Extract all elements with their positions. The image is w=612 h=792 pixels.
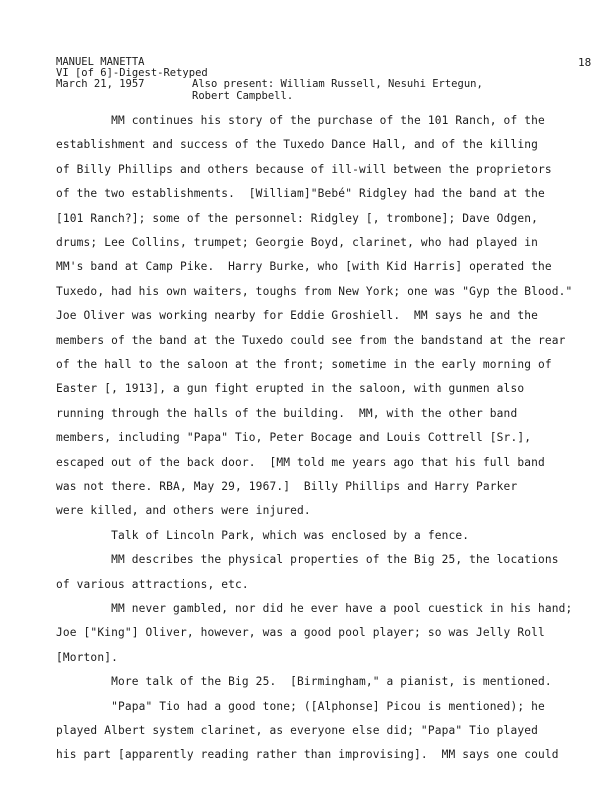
text-line: MM continues his story of the purchase of the 101 Ranch, of the (56, 114, 545, 127)
text-line: members, including "Papa" Tio, Peter Bocage and Louis Cottrell [Sr.], (56, 431, 532, 445)
text-line: were killed, and others were injured. (56, 504, 311, 518)
text-line: drums; Lee Collins, trumpet; Georgie Boyd, clarinet, who had played in (56, 236, 538, 249)
text-line: "Papa" Tio had a good tone; ([Alphonse] Picou is mentioned); he (56, 699, 545, 713)
text-line: [101 Ranch?]; some of the personnel: Ridgley [, trombone]; Dave Odgen, (56, 211, 538, 225)
text-line: played Albert system clarinet, as everyone else did; "Papa" Tio played (56, 724, 538, 737)
text-line: MM describes the physical properties of the Big 25, the locations (56, 553, 559, 567)
text-line: of the hall to the saloon at the front; sometime in the early morning of (56, 358, 552, 371)
header-part: VI [of 6]-Digest-Retyped (56, 67, 208, 79)
text-line: of Billy Phillips and others because of ill-will between the proprietors (56, 162, 552, 176)
header-present-line1: Also present: William Russell, Nesuhi Ertegun, (192, 78, 483, 90)
text-line: More talk of the Big 25. [Birmingham," a pianist, is mentioned. (56, 675, 552, 689)
text-line: MM never gambled, nor did he ever have a pool cuestick in his hand; (56, 602, 573, 615)
text-line: Joe Oliver was working nearby for Eddie Groshiell. MM says he and the (56, 309, 538, 323)
text-line: his part [apparently reading rather than improvising]. MM says one could (56, 748, 559, 762)
header-present-line2: Robert Campbell. (192, 90, 294, 102)
text-line: escaped out of the back door. [MM told me years ago that his full band (56, 455, 545, 469)
text-line: members of the band at the Tuxedo could see from the bandstand at the rear (56, 333, 566, 347)
text-line: of the two establishments. [William]"Bebé" Ridgley had the band at the (56, 187, 545, 201)
text-line: of various attractions, etc. (56, 577, 249, 591)
text-line: Joe ["King"] Oliver, however, was a good pool player; so was Jelly Roll (56, 626, 545, 640)
text-line: Talk of Lincoln Park, which was enclosed by a fence. (56, 528, 470, 542)
text-line: was not there. RBA, May 29, 1967.] Billy Phillips and Harry Parker (56, 480, 518, 493)
text-line: Tuxedo, had his own waiters, toughs from New York; one was "Gyp the Blood." (56, 284, 573, 298)
text-line: [Morton]. (56, 650, 118, 664)
header-date: March 21, 1957 (56, 78, 145, 90)
page-number: 18 (578, 56, 592, 69)
text-line: running through the halls of the building. MM, with the other band (56, 406, 518, 420)
text-line: MM's band at Camp Pike. Harry Burke, who [with Kid Harris] operated the (56, 260, 552, 274)
header-name: MANUEL MANETTA (56, 56, 145, 68)
text-line: Easter [, 1913], a gun fight erupted in the saloon, with gunmen also (56, 382, 525, 396)
text-line: establishment and success of the Tuxedo Dance Hall, and of the killing (56, 138, 538, 152)
